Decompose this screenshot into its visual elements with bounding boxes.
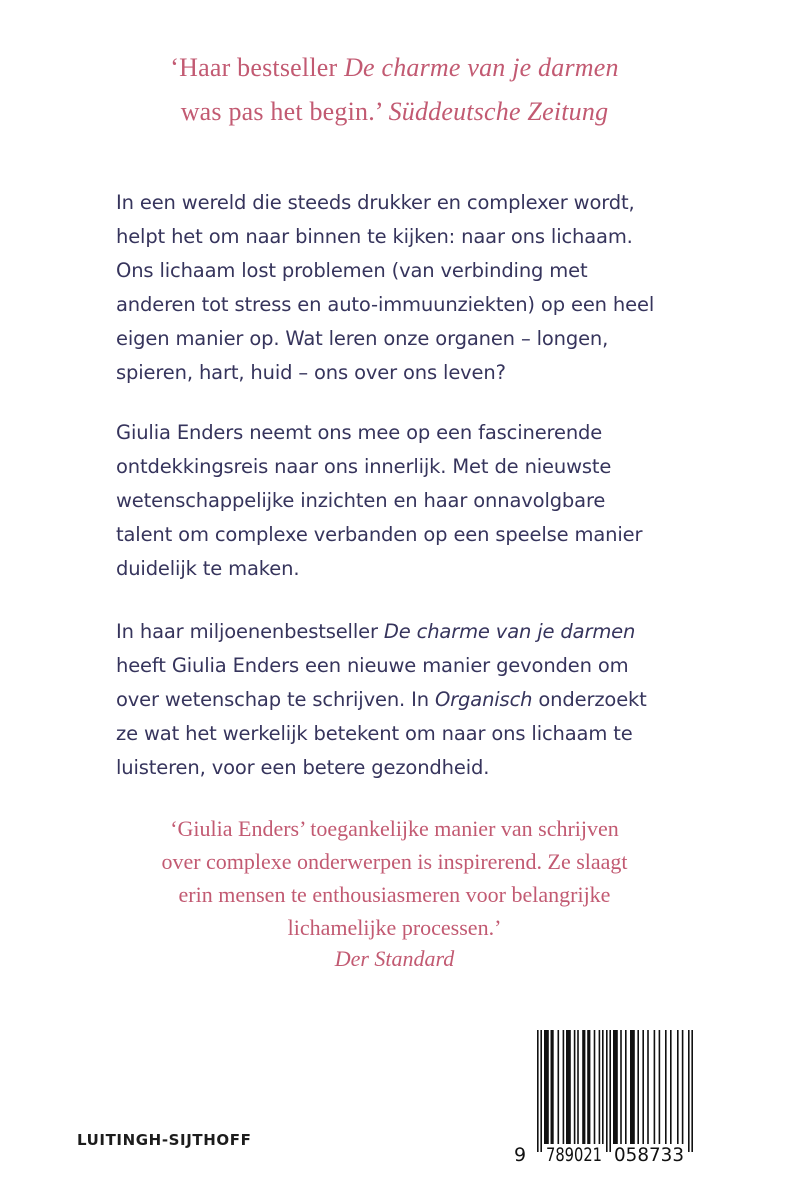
text-line: spieren, hart, huid – ons over ons leven? [116, 361, 506, 384]
text-line: wetenschappelijke inzichten en haar onnavolgbare [116, 489, 606, 512]
top-quote-line-2: was pas het begin.’ Süddeutsche Zeitung [180, 97, 609, 126]
text-line: ze wat het werkelijk betekent om naar ons lichaam te [116, 722, 633, 745]
blurb-paragraph-1 [116, 186, 716, 390]
text-line: ontdekkingsreis naar ons innerlijk. Met de nieuwste [116, 455, 612, 478]
text-line: erin mensen te enthousiasmeren voor belangrijke [178, 882, 611, 907]
top-review-quote [0, 46, 789, 134]
quote-source: Süddeutsche Zeitung [388, 97, 609, 126]
isbn-barcode [510, 1028, 730, 1168]
text-line: duidelijk te maken. [116, 557, 300, 580]
bottom-review-quote [0, 812, 789, 974]
text-line: In een wereld die steeds drukker en complexer wordt, [116, 191, 635, 214]
text-line: helpt het om naar binnen te kijken: naar ons lichaam. [116, 225, 633, 248]
text-line: over complexe onderwerpen is inspirerend. Ze slaagt [161, 849, 628, 874]
barcode-digits-right: 058733 [614, 1144, 684, 1166]
text-line: lichamelijke processen.’ [287, 915, 502, 940]
publisher-logo: LUITINGH-SIJTHOFF [77, 1131, 252, 1149]
barcode-digit-first: 9 [514, 1144, 527, 1166]
book-title-reference: De charme van je darmen [344, 53, 619, 82]
text-line: over wetenschap te schrijven. In Organisch onderzoekt [116, 688, 647, 711]
book-title-reference: De charme van je darmen [383, 620, 636, 643]
text-line: Ons lichaam lost problemen (van verbinding met [116, 259, 588, 282]
barcode-icon [510, 1028, 730, 1168]
text-line: luisteren, voor een betere gezondheid. [116, 756, 490, 779]
text-line: In haar miljoenenbestseller De charme van je darmen [116, 620, 636, 643]
blurb-paragraph-2 [116, 416, 716, 586]
top-quote-line-1: ‘Haar bestseller De charme van je darmen [170, 53, 619, 82]
text-line: heeft Giulia Enders een nieuwe manier gevonden om [116, 654, 629, 677]
quote-source: Der Standard [334, 946, 455, 971]
text-line: Giulia Enders neemt ons mee op een fascinerende [116, 421, 603, 444]
text-line: ‘Giulia Enders’ toegankelijke manier van schrijven [170, 816, 619, 841]
text-line: anderen tot stress en auto-immuunziekten) op een heel [116, 293, 655, 316]
text-line: talent om complexe verbanden op een speelse manier [116, 523, 643, 546]
text-line: eigen manier op. Wat leren onze organen – longen, [116, 327, 609, 350]
barcode-digits-left: 789021 [546, 1144, 602, 1166]
blurb-paragraph-3 [116, 615, 716, 785]
book-title-reference: Organisch [434, 688, 533, 711]
